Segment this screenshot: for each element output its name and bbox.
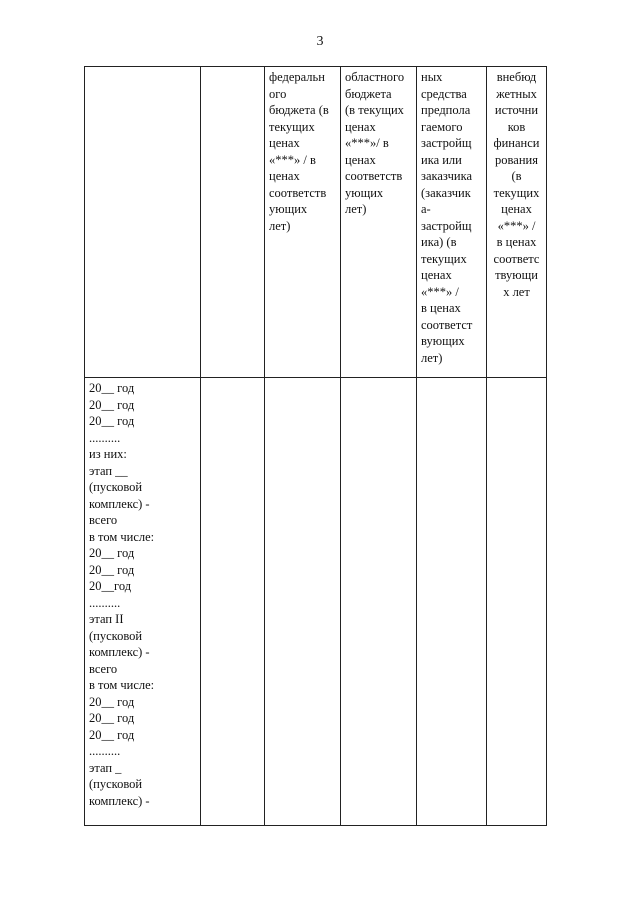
table-body-row bbox=[85, 378, 547, 826]
page-number: 3 bbox=[316, 34, 324, 49]
header-cell-extrabudgetary: внебюд жетных источни ков финанси рования (в текущих ценах «***» / в ценах соответс твующи х лет bbox=[487, 67, 547, 378]
header-cell-federal-budget: федеральн ого бюджета (в текущих ценах «***» / в ценах соответств ующих лет) bbox=[265, 67, 341, 378]
empty-cell-regional bbox=[341, 378, 417, 826]
empty-cell-extrabudgetary bbox=[487, 378, 547, 826]
header-cell-period bbox=[85, 67, 201, 378]
header-cell-developer-funds: ных средства предпола гаемого застройщ ика или заказчика (заказчик а- застройщ ика) (в текущих ценах «***» / в ценах соответст вующих лет) bbox=[417, 67, 487, 378]
financing-table bbox=[84, 66, 547, 826]
empty-cell-developer bbox=[417, 378, 487, 826]
header-cell-total bbox=[201, 67, 265, 378]
empty-cell-total bbox=[201, 378, 265, 826]
header-cell-regional-budget: областного бюджета (в текущих ценах «***»/ в ценах соответств ующих лет) bbox=[341, 67, 417, 378]
years-and-stages-cell: 20__ год 20__ год 20__ год .......... из них: этап __ (пусковой комплекс) - всего в том числе: 20__ год 20__ год 20__год .......... этап II (пусковой комплекс) - всего в том числе: 20__ год 20__ год 20__ год .......... этап _ (пусковой комплекс) - bbox=[85, 378, 201, 826]
table-header-row bbox=[85, 67, 547, 378]
empty-cell-federal bbox=[265, 378, 341, 826]
